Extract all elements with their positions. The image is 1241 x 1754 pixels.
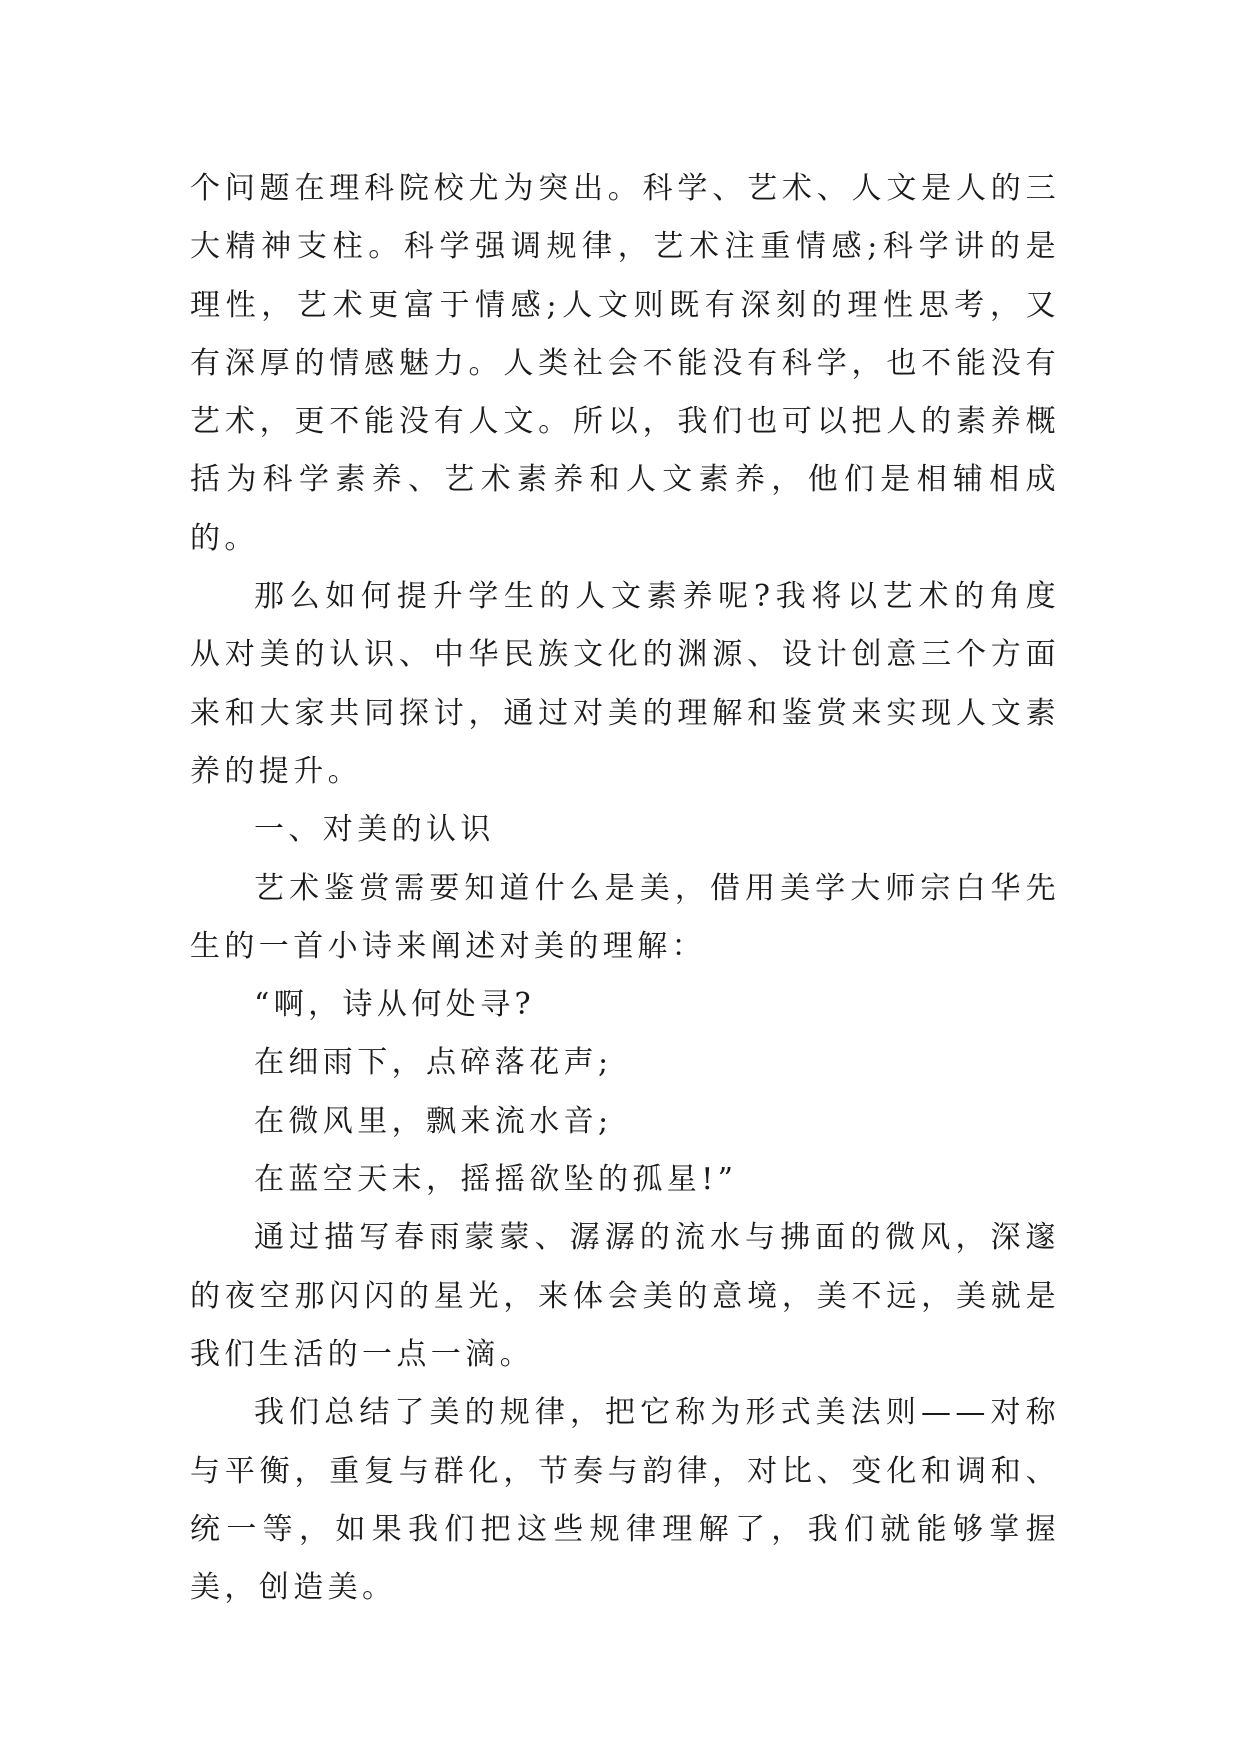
- poem-line: 在微风里，飘来流水音;: [254, 1103, 613, 1139]
- section-heading: 一、对美的认识: [254, 812, 495, 848]
- poem-line: 在细雨下，点碎落花声;: [254, 1045, 613, 1081]
- body-paragraph: 个问题在理科院校尤为突出。科学、艺术、人文是人的三大精神支柱。科学强调规律，艺术注重情感;科学讲的是理性，艺术更富于情感;人文则既有深刻的理性思考，又有深厚的情感魅力。人类社会不能没有科学，也不能没有艺术，更不能没有人文。所以，我们也可以把人的素养概括为科学素养、艺术素养和人文素养，他们是相辅相成的。: [190, 171, 1060, 556]
- document-body: [190, 160, 1060, 1617]
- body-paragraph: 艺术鉴赏需要知道什么是美，借用美学大师宗白华先生的一首小诗来阐述对美的理解：: [190, 870, 1060, 964]
- poem-line: “啊，诗从何处寻?: [254, 987, 536, 1023]
- body-paragraph: 通过描写春雨蒙蒙、潺潺的流水与拂面的微风，深邃的夜空那闪闪的星光，来体会美的意境，美不远，美就是我们生活的一点一滴。: [190, 1220, 1060, 1372]
- body-paragraph: 那么如何提升学生的人文素养呢?我将以艺术的角度从对美的认识、中华民族文化的渊源、设计创意三个方面来和大家共同探讨，通过对美的理解和鉴赏来实现人文素养的提升。: [190, 579, 1060, 789]
- poem-line: 在蓝空天末，摇摇欲坠的孤星!”: [254, 1162, 738, 1198]
- body-paragraph: 我们总结了美的规律，把它称为形式美法则——对称与平衡，重复与群化，节奏与韵律，对比、变化和调和、统一等，如果我们把这些规律理解了，我们就能够掌握美，创造美。: [190, 1395, 1060, 1606]
